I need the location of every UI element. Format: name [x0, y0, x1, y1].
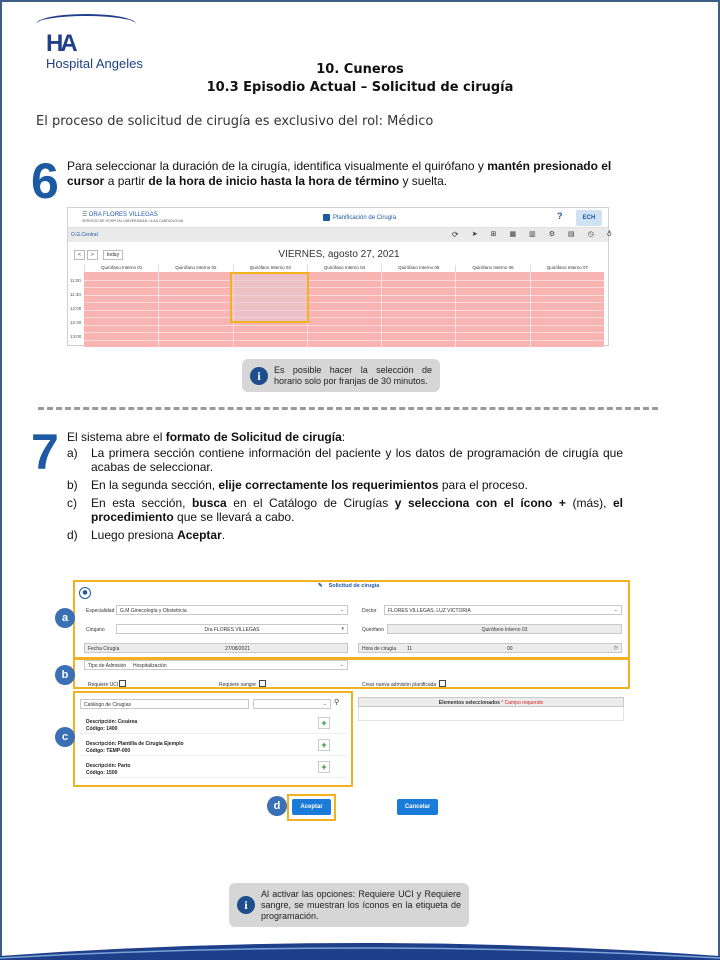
badge-d: d	[267, 796, 287, 816]
grid-row-line	[84, 340, 604, 341]
crear-admision-label: Crear nueva admisión planificada	[362, 682, 437, 688]
tipo-admision-select[interactable]: Tipo de Admisión Hospitalización ⌄	[84, 660, 348, 670]
pen-icon: ✎	[318, 583, 323, 589]
logo-mark: HA	[46, 30, 75, 57]
room-column-header: Quirófano Interno 07	[530, 265, 604, 272]
uci-checkbox[interactable]	[119, 680, 126, 687]
room-column-header: Quirófano Interno 06	[455, 265, 529, 272]
hora-field[interactable]: Hora de cirugía 11 00 ◷	[358, 643, 622, 653]
help-icon[interactable]: ?	[557, 211, 563, 221]
list-item: d) Luego presiona Aceptar.	[67, 528, 226, 542]
cirujano-select[interactable]: Dra FLORES VILLEGAS ▾	[116, 624, 348, 634]
time-label: 11:00	[70, 278, 81, 283]
gear-icon[interactable]: ⚙	[548, 230, 555, 238]
step-number-6: 6	[31, 153, 59, 209]
fecha-field: Fecha Cirugía 27/08/2021	[84, 643, 348, 653]
next-button[interactable]: >	[87, 250, 98, 260]
grid-row-line	[84, 295, 604, 296]
planner-doctor: ☰ DRA FLORES VILLEGAS SERVICIO DE HOSPITAL UNIVERSIDAD / ILAN CARDIOLOGIA	[82, 212, 184, 223]
time-label: 12:30	[70, 320, 82, 325]
cancelar-button[interactable]: Cancelar	[397, 799, 438, 815]
toolbar-icons	[452, 230, 612, 239]
info-icon: i	[237, 896, 255, 914]
info-box-2	[229, 883, 469, 927]
planner-date: VIERNES, agosto 27, 2021	[278, 249, 400, 260]
grid-row-line	[84, 310, 604, 311]
subsection-title: 10.3 Episodio Actual – Solicitud de cirugía	[206, 80, 514, 95]
add-surgery-plus-icon[interactable]: +	[318, 739, 330, 751]
footer-wave	[0, 943, 720, 960]
hierarchy-icon[interactable]: ⊞	[490, 230, 497, 238]
uci-label: Requiere UCI	[88, 682, 119, 688]
today-button[interactable]: today	[103, 250, 123, 260]
step6-text: Para seleccionar la duración de la cirugía, identifica visualmente el quirófano y mantén presionado el cursor a partir de la hora de inicio hasta la hora de término y suelta.	[67, 159, 612, 188]
footer-swoosh	[0, 936, 720, 960]
chevron-down-icon: ⌄	[339, 607, 344, 613]
list-item: b) En la segunda sección, elije correctamente los requerimientos para el proceso.	[67, 478, 528, 492]
aceptar-button[interactable]: Aceptar	[292, 799, 331, 815]
doctor-label: Doctor	[362, 608, 377, 614]
list-item	[80, 758, 348, 778]
step7-text: El sistema abre el formato de Solicitud de cirugía: a) La primera sección contiene información del paciente y los datos de programación de cirugía que acabas de seleccionar. b) En la segunda sección, elije correctamente los requerimientos para el proceso. c) En esta sección, busca en el Catálogo de Cirugías y selecciona con el ícono + (más), el procedimiento que se llevará a cabo. d) Luego presiona Aceptar.	[67, 430, 624, 542]
room-column-header: Quirófano Interno 01	[84, 265, 158, 272]
surgery-description: Descripción: Plantilla de Cirugía Ejemplo	[86, 741, 184, 747]
badge-b: b	[55, 665, 75, 685]
badge-c: c	[55, 727, 75, 747]
section-title: 10. Cuneros	[316, 62, 404, 77]
refresh-icon[interactable]: ⟳	[452, 230, 459, 239]
surgery-code: Código: 1400	[86, 726, 118, 732]
planner-screenshot	[67, 207, 612, 346]
planner-toolbar	[68, 228, 612, 242]
send-icon[interactable]: ➤	[471, 230, 478, 238]
surgery-request-form	[61, 577, 632, 823]
search-icon[interactable]: ⚲	[334, 698, 340, 706]
surgery-description: Descripción: Cesárea	[86, 719, 138, 725]
clock-icon: ◷	[613, 645, 618, 651]
list-item: a) La primera sección contiene información del paciente y los datos de programación de cirugía que acabas de seleccionar.	[67, 446, 623, 474]
doctor-select[interactable]: FLORES VILLEGAS, LUZ VICTORIA ⌄	[384, 605, 622, 615]
chevron-down-icon: ⌄	[322, 701, 327, 707]
catalogo-filter-select[interactable]	[253, 699, 331, 709]
divider	[38, 407, 658, 410]
elementos-list	[358, 707, 624, 721]
quirofano-field: Quirófano Interno 03	[387, 624, 622, 634]
bulb-icon[interactable]: ♁	[606, 230, 612, 238]
prev-button[interactable]: <	[74, 250, 85, 260]
room-column-header: Quirófano Interno 03	[233, 265, 307, 272]
badge-a: a	[55, 608, 75, 628]
grid-row-line	[84, 287, 604, 288]
info-1-text: Es posible hacer la selección de horario solo por franjas de 30 minutos.	[274, 365, 432, 386]
add-surgery-plus-icon[interactable]: +	[318, 761, 330, 773]
crear-admision-checkbox[interactable]	[439, 680, 446, 687]
grid-row-line	[84, 325, 604, 326]
chart-icon[interactable]: ▥	[529, 230, 536, 238]
add-surgery-plus-icon[interactable]: +	[318, 717, 330, 729]
room-columns	[84, 265, 604, 272]
elementos-header: Elementos seleccionados * Campo requerido	[358, 697, 624, 707]
calendar-tool-icon[interactable]: ▦	[509, 230, 517, 238]
slot-grid[interactable]	[84, 272, 604, 347]
surgery-code: Código: TEMP-000	[86, 748, 131, 754]
info-icon: i	[250, 367, 268, 385]
room-column-header: Quirófano Interno 05	[381, 265, 455, 272]
og-central-link[interactable]: O.G.Central	[71, 232, 98, 238]
chevron-down-icon: ⌄	[613, 607, 618, 613]
time-label: 12:00	[70, 306, 82, 311]
user-icon[interactable]: ●	[79, 587, 91, 599]
time-label: 11:30	[70, 292, 81, 297]
list-item: c) En esta sección, busca en el Catálogo de Cirugías y selecciona con el ícono + (más), el procedimiento que se llevará a cabo.	[67, 496, 624, 524]
time-rows	[70, 274, 81, 344]
quirofano-label: Quirófano	[362, 627, 384, 633]
list-item	[80, 736, 348, 756]
ech-logo: ECH	[576, 210, 602, 226]
surgery-list	[80, 714, 348, 780]
catalogo-input[interactable]: Catálogo de Cirugías	[80, 699, 249, 709]
step7-list	[67, 446, 623, 542]
calendar-icon	[323, 214, 330, 221]
especialidad-label: Especialidad	[86, 608, 115, 614]
info-box-1	[242, 359, 440, 392]
grid-row-line	[84, 332, 604, 333]
planner-title: Planificación de Cirugía	[323, 214, 396, 221]
intro-text: El proceso de solicitud de cirugía es exclusivo del rol: Médico	[36, 114, 434, 129]
document-icon[interactable]: ▤	[567, 230, 575, 238]
room-column-header: Quirófano Interno 04	[307, 265, 381, 272]
especialidad-select[interactable]: G.M.Ginecología y Obstetricia ⌄	[116, 605, 348, 615]
grid-row-line	[84, 317, 604, 318]
info-2-text: Al activar las opciones: Requiere UCI y Requiere sangre, se muestran los íconos en la etiqueta de programación.	[261, 889, 461, 921]
surgery-code: Código: 1500	[86, 770, 118, 776]
chevron-down-icon: ⌄	[339, 662, 344, 668]
cirujano-label: Cirujano	[86, 627, 105, 633]
sangre-checkbox[interactable]	[259, 680, 266, 687]
room-column-header: Quirófano Interno 02	[158, 265, 232, 272]
planner-header	[68, 208, 608, 228]
list-item	[80, 714, 348, 734]
grid-row-line	[84, 280, 604, 281]
chevron-down-icon: ▾	[341, 626, 344, 632]
logo-text: Hospital Angeles	[46, 56, 143, 71]
step-number-7: 7	[31, 424, 59, 480]
selected-slot[interactable]	[230, 272, 309, 323]
form-title: ✎ Solicitud de cirugía	[318, 583, 380, 589]
surgery-description: Descripción: Parto	[86, 763, 131, 769]
sangre-label: Requiere sangre	[219, 682, 256, 688]
time-label: 13:00	[70, 334, 82, 339]
clock-icon[interactable]: ◷	[587, 230, 594, 238]
grid-row-line	[84, 302, 604, 303]
